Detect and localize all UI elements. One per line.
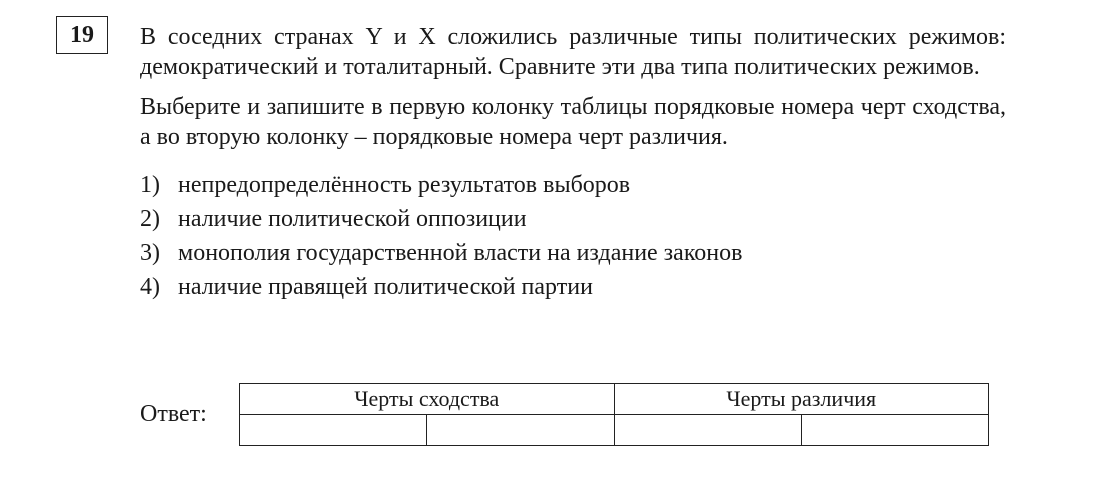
difference-cell-2[interactable] xyxy=(801,415,988,446)
option-number: 1) xyxy=(140,172,160,198)
option-item xyxy=(140,202,1006,236)
question-number: 19 xyxy=(56,16,108,54)
option-number: 3) xyxy=(140,240,160,266)
answer-input-row xyxy=(240,415,989,446)
option-text: непредопределённость результатов выборов xyxy=(178,172,631,198)
similarities-header: Черты сходства xyxy=(240,384,615,415)
option-text: наличие политической оппозиции xyxy=(178,206,527,232)
option-text: монополия государственной власти на издание законов xyxy=(178,240,743,266)
question-intro: В соседних странах Y и X сложились различные типы политических режимов: демократический и тоталитарный. Сравните эти два типа политических режимов. xyxy=(140,24,1006,80)
similarity-cell-1[interactable] xyxy=(240,415,427,446)
option-item xyxy=(140,236,1006,270)
answer-header-row xyxy=(240,384,989,415)
option-number: 2) xyxy=(140,206,160,232)
differences-header: Черты различия xyxy=(614,384,989,415)
difference-cell-1[interactable] xyxy=(614,415,801,446)
answer-table xyxy=(239,383,989,446)
similarity-cell-2[interactable] xyxy=(427,415,614,446)
option-number: 4) xyxy=(140,274,160,300)
option-item xyxy=(140,270,1006,304)
options-list xyxy=(140,168,1006,304)
option-text: наличие правящей политической партии xyxy=(178,274,593,300)
question-instruction: Выберите и запишите в первую колонку таблицы порядковые номера черт сходства, а во вторую колонку – порядковые номера черт различия. xyxy=(140,94,1006,150)
answer-label: Ответ: xyxy=(140,401,207,427)
option-item xyxy=(140,168,1006,202)
question-body xyxy=(140,22,1006,304)
